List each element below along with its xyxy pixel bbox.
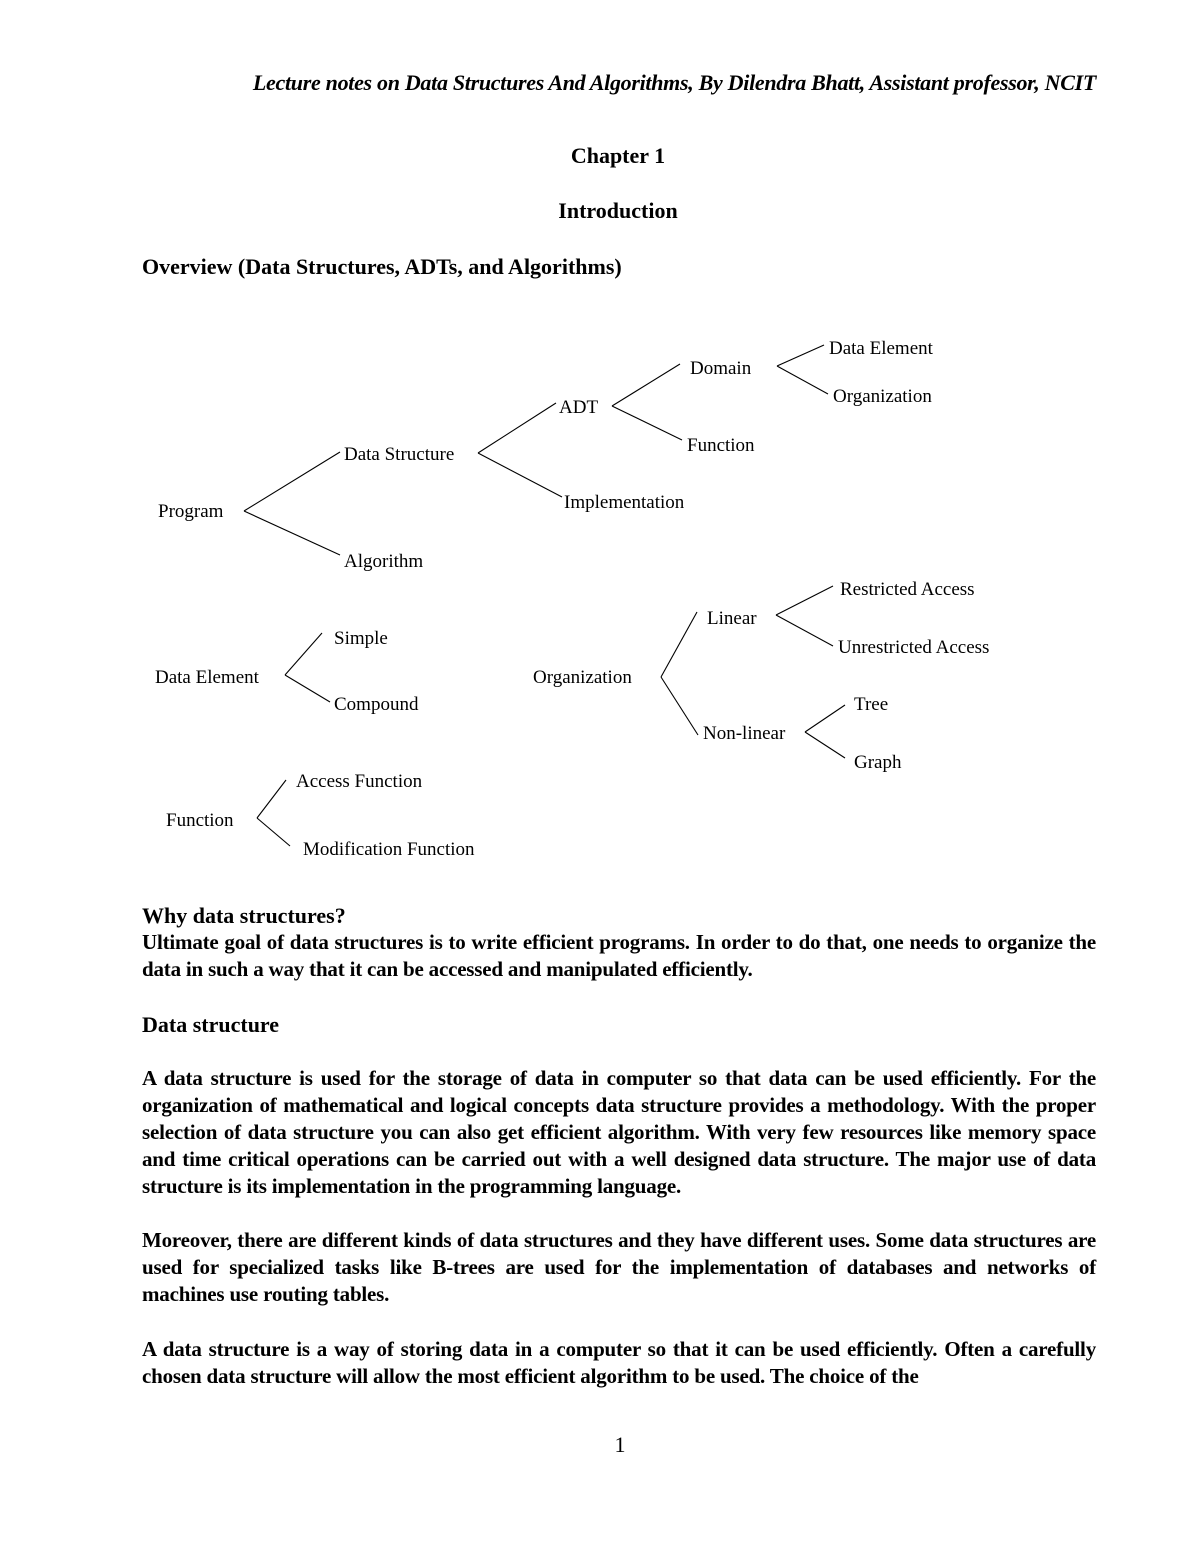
edge xyxy=(612,406,682,440)
why-heading: Why data structures? xyxy=(142,903,346,928)
node-adt: ADT xyxy=(559,397,599,418)
edge xyxy=(777,345,824,366)
page-header: Lecture notes on Data Structures And Algorithms, By Dilendra Bhatt, Assistant professor, NCIT xyxy=(252,70,1096,95)
node-organization: Organization xyxy=(833,386,932,407)
node-modification-function: Modification Function xyxy=(303,839,475,860)
edge xyxy=(257,780,286,818)
edge xyxy=(612,364,680,406)
edge xyxy=(285,633,322,675)
paragraph-1-text: A data structure is used for the storage of data in computer so that data can be used efficiently. For the organization of mathematical and logical concepts data structure provides a methodology. With the proper selection of data structure you can also get efficient algorithm. With very few resources like memory space and time critical operations can be carried out with a well designed data structure. The major use of data structure is its implementation in the programming language. xyxy=(142,1066,1096,1198)
paragraph-1 xyxy=(142,1065,1096,1200)
node-function-root: Function xyxy=(166,810,234,831)
edge xyxy=(805,705,845,732)
edge xyxy=(244,511,340,555)
edge xyxy=(257,818,290,846)
why-text: Ultimate goal of data structures is to write efficient programs. In order to do that, one needs to organize the data in such a way that it can be accessed and manipulated efficiently. xyxy=(142,930,1096,981)
edge xyxy=(285,675,330,702)
node-implementation: Implementation xyxy=(564,492,685,513)
node-linear: Linear xyxy=(707,608,757,629)
edge xyxy=(805,732,845,758)
overview-heading: Overview (Data Structures, ADTs, and Algorithms) xyxy=(142,254,622,279)
node-graph: Graph xyxy=(854,752,902,773)
edge xyxy=(661,677,698,735)
edge xyxy=(776,615,833,646)
edge xyxy=(661,612,697,677)
paragraph-3-text xyxy=(142,1336,1096,1390)
node-non-linear: Non-linear xyxy=(703,723,786,744)
edge xyxy=(777,366,828,394)
node-function: Function xyxy=(687,435,755,456)
node-domain: Domain xyxy=(690,358,752,379)
node-compound: Compound xyxy=(334,694,419,715)
edge xyxy=(478,453,562,497)
node-simple: Simple xyxy=(334,628,388,649)
node-algorithm: Algorithm xyxy=(344,551,424,572)
node-organization-root: Organization xyxy=(533,667,632,688)
node-data-structure: Data Structure xyxy=(344,444,455,465)
paragraph-2 xyxy=(142,1227,1096,1308)
paragraph-2-text: Moreover, there are different kinds of data structures and they have different uses. Some data structures are used for specialized tasks like B-trees are used for the implementation of databases and networks of machines use routing tables. xyxy=(142,1228,1096,1306)
chapter-title: Chapter 1 xyxy=(570,143,666,168)
node-access-function: Access Function xyxy=(296,771,423,792)
chapter-subtitle: Introduction xyxy=(558,198,678,223)
node-unrestricted-access: Unrestricted Access xyxy=(838,637,990,658)
paragraph-3-bold: A data structure xyxy=(142,1337,290,1361)
node-program: Program xyxy=(158,501,224,522)
edge xyxy=(478,403,556,453)
edge xyxy=(776,586,833,615)
edge xyxy=(244,452,340,511)
node-data-element: Data Element xyxy=(829,338,933,359)
node-restricted-access: Restricted Access xyxy=(840,579,975,600)
paragraph-3 xyxy=(142,1336,1096,1390)
node-tree: Tree xyxy=(854,694,889,715)
ds-heading: Data structure xyxy=(142,1012,280,1037)
why-paragraph xyxy=(142,929,1096,983)
paragraph-3-rest: is a way of storing data in a computer so that it can be used efficiently. Often a carefully chosen data structure will allow the most efficient algorithm to be used. The choice of the xyxy=(142,1337,1096,1388)
node-data-element-root: Data Element xyxy=(155,667,259,688)
page-number: 1 xyxy=(614,1432,626,1457)
